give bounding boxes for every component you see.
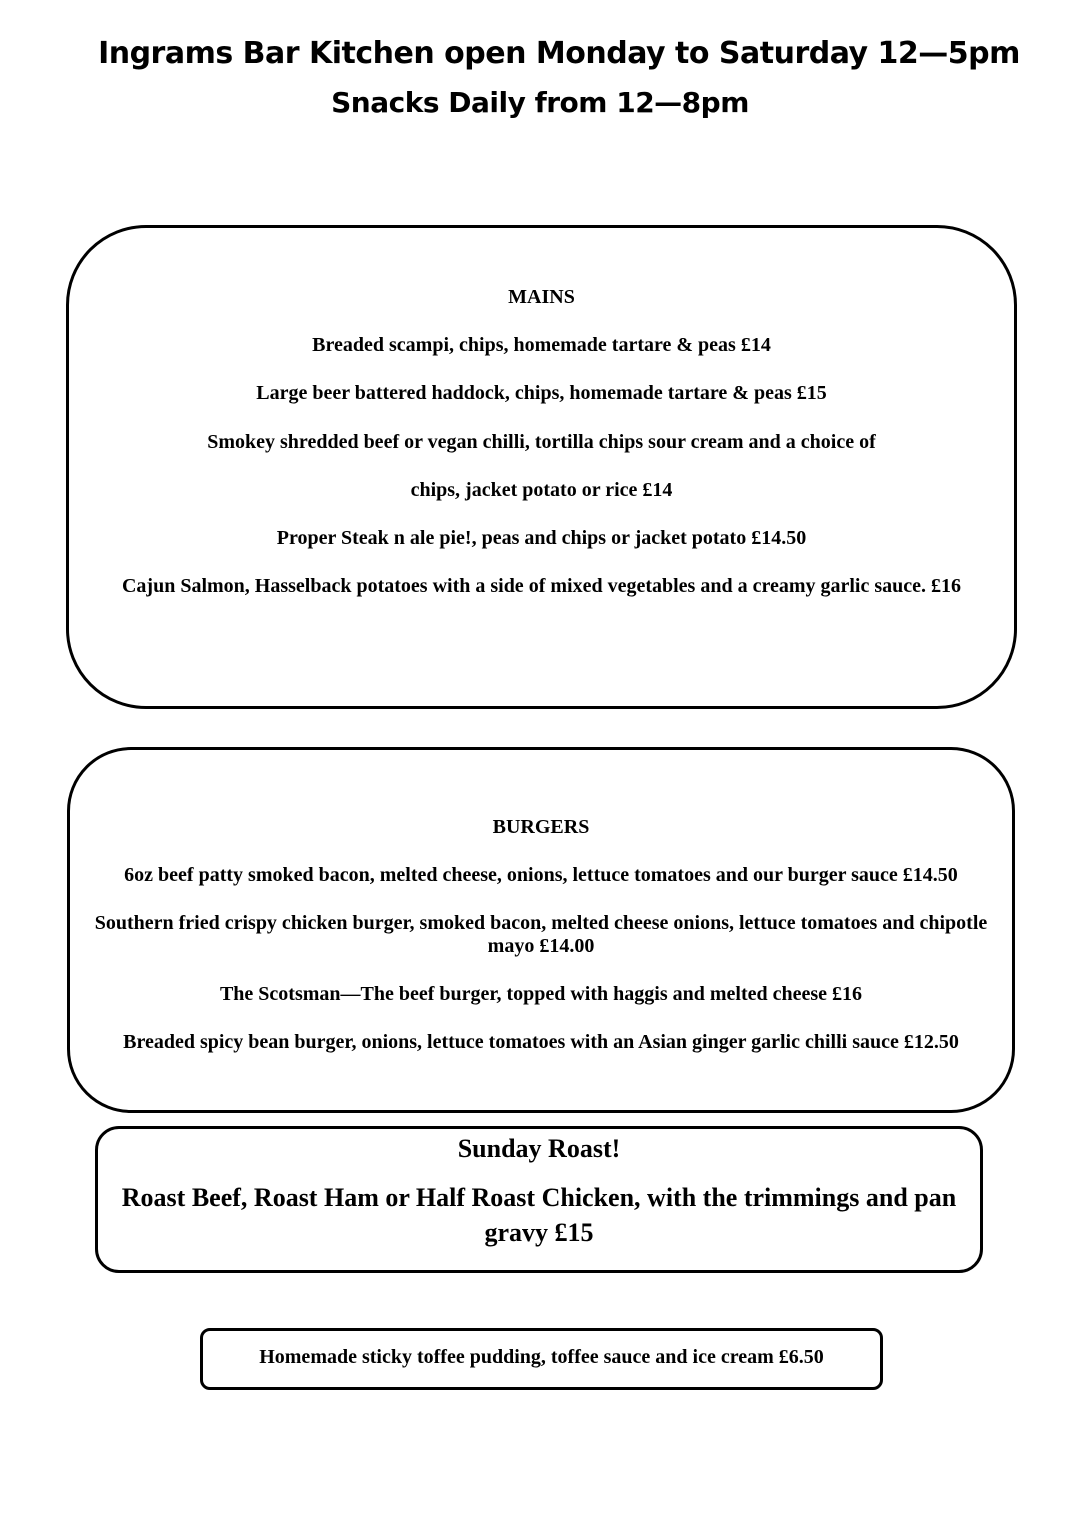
dessert-section [200, 1328, 883, 1390]
menu-item: Proper Steak n ale pie!, peas and chips or jacket potato £14.50 [276, 527, 807, 549]
sunday-roast-description: Roast Beef, Roast Ham or Half Roast Chicken, with the trimmings and pan gravy £15 [121, 1183, 957, 1247]
kitchen-hours-heading: Ingrams Bar Kitchen open Monday to Saturday 12—5pm [98, 36, 1020, 71]
mains-title: MAINS [508, 286, 575, 308]
menu-item: Breaded scampi, chips, homemade tartare & peas £14 [312, 334, 771, 356]
mains-section [66, 225, 1017, 709]
menu-item: Large beer battered haddock, chips, homemade tartare & peas £15 [256, 382, 827, 404]
menu-item: The Scotsman—The beef burger, topped with haggis and melted cheese £16 [219, 983, 863, 1005]
menu-item: Breaded spicy bean burger, onions, lettuce tomatoes with an Asian ginger garlic chilli sauce £12.50 [123, 1031, 959, 1053]
burgers-title: BURGERS [492, 816, 590, 838]
menu-item: 6oz beef patty smoked bacon, melted cheese, onions, lettuce tomatoes and our burger sauce £14.50 [124, 864, 958, 886]
menu-item: Smokey shredded beef or vegan chilli, tortilla chips sour cream and a choice of [207, 431, 876, 453]
sunday-roast-section [95, 1126, 983, 1273]
burgers-section [67, 747, 1015, 1113]
menu-item: Southern fried crispy chicken burger, smoked bacon, melted cheese onions, lettuce tomatoes and chipotle mayo £14.00 [94, 912, 988, 957]
menu-item: chips, jacket potato or rice £14 [410, 479, 673, 501]
sunday-roast-title: Sunday Roast! [457, 1134, 621, 1163]
snacks-hours-heading: Snacks Daily from 12—8pm [331, 86, 749, 119]
menu-item: Cajun Salmon, Hasselback potatoes with a side of mixed vegetables and a creamy garlic sauce. £16 [121, 575, 962, 597]
dessert-item: Homemade sticky toffee pudding, toffee sauce and ice cream £6.50 [259, 1346, 824, 1368]
